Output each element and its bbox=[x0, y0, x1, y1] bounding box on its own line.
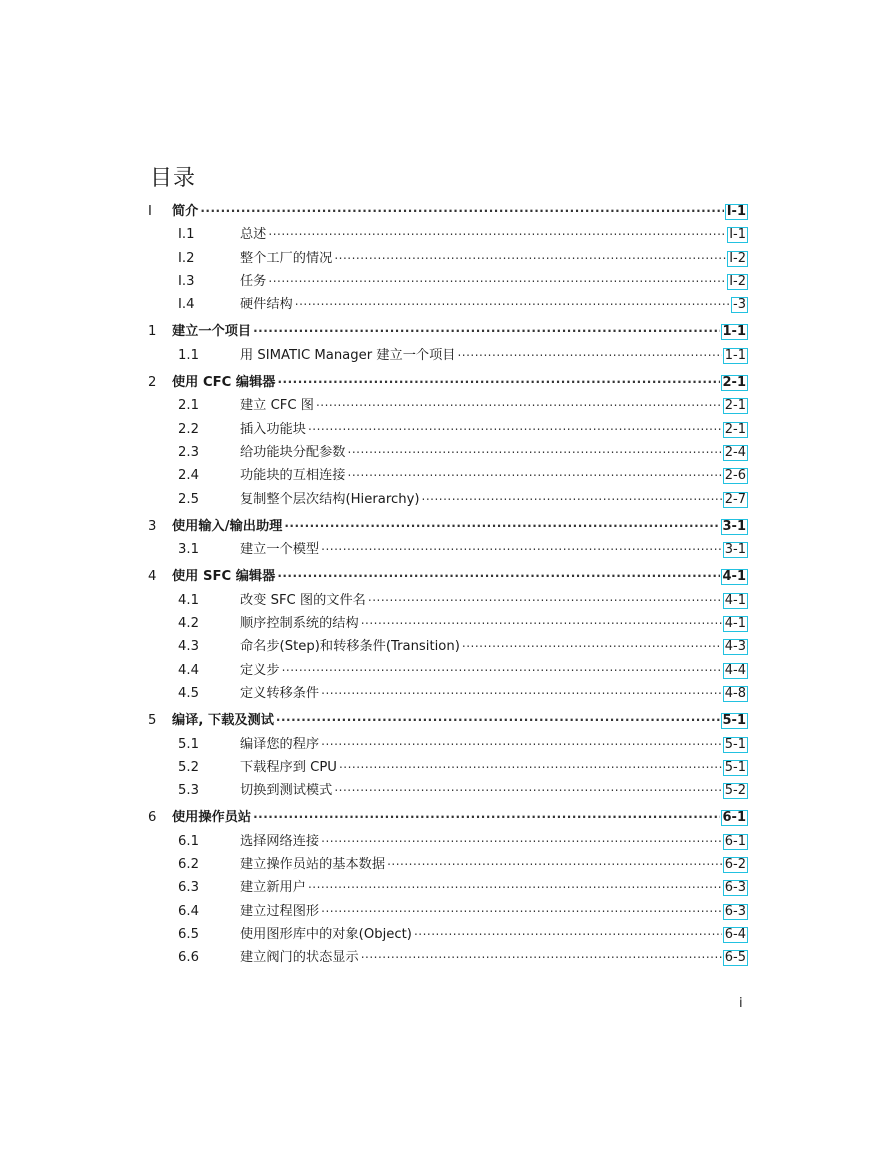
page-link[interactable]: 2-1 bbox=[722, 375, 746, 391]
dot-leader bbox=[277, 372, 719, 386]
dot-leader bbox=[321, 539, 722, 553]
toc-section-entry[interactable] bbox=[148, 830, 748, 853]
dot-leader bbox=[308, 877, 722, 891]
toc-entry-title[interactable]: 下载程序到 CPU bbox=[240, 759, 337, 775]
toc-entry-number: 6.6 bbox=[178, 950, 199, 966]
toc-chapter bbox=[148, 565, 748, 705]
page-link[interactable]: 5-1 bbox=[722, 713, 746, 729]
dot-leader bbox=[277, 566, 719, 580]
page-link[interactable]: 3-1 bbox=[724, 542, 746, 558]
dot-leader bbox=[348, 442, 722, 456]
toc-entry-number: 6.2 bbox=[178, 857, 199, 873]
dot-leader bbox=[334, 248, 726, 262]
page-link[interactable]: 5-1 bbox=[724, 736, 746, 752]
toc-entry-number: 4 bbox=[148, 569, 157, 585]
toc-entry-title[interactable]: 建立过程图形 bbox=[240, 903, 320, 919]
page-link[interactable]: 6-5 bbox=[724, 950, 746, 966]
toc-entry-number: 1.1 bbox=[178, 347, 199, 363]
dot-leader bbox=[339, 757, 722, 771]
dot-leader bbox=[253, 321, 719, 335]
page-number: i bbox=[739, 996, 743, 1011]
toc-entry-title[interactable]: 定义步 bbox=[240, 662, 280, 678]
toc-section-entry[interactable] bbox=[148, 923, 748, 946]
toc-entry-number: 2.5 bbox=[178, 491, 199, 507]
toc-entry-number: 3 bbox=[148, 518, 157, 534]
dot-leader bbox=[368, 590, 722, 604]
page-link[interactable]: 2-6 bbox=[724, 468, 746, 484]
toc-section-entry[interactable] bbox=[148, 876, 748, 899]
dot-leader bbox=[348, 465, 722, 479]
toc-entry-title[interactable]: 硬件结构 bbox=[240, 297, 293, 313]
toc-chapter bbox=[148, 709, 748, 802]
dot-leader bbox=[462, 636, 722, 650]
toc-entry-title[interactable]: 建立新用户 bbox=[240, 880, 306, 896]
toc-entry-title[interactable]: 建立 CFC 图 bbox=[240, 398, 314, 414]
toc-section-entry[interactable] bbox=[148, 293, 748, 316]
toc-entry-number: 2.4 bbox=[178, 468, 199, 484]
page-link[interactable]: 6-3 bbox=[724, 903, 746, 919]
toc-entry-title[interactable]: 功能块的互相连接 bbox=[240, 468, 346, 484]
toc-entry-title[interactable]: 使用输入/输出助理 bbox=[172, 518, 283, 534]
table-of-contents bbox=[148, 200, 748, 970]
toc-entry-title[interactable]: 使用 CFC 编辑器 bbox=[172, 375, 276, 391]
page-link[interactable]: 4-1 bbox=[724, 592, 746, 608]
toc-chapter bbox=[148, 200, 748, 316]
toc-entry-title[interactable]: 使用操作员站 bbox=[172, 810, 252, 826]
page-link[interactable]: 4-1 bbox=[722, 569, 746, 585]
toc-entry-title[interactable]: 切换到测试模式 bbox=[240, 783, 333, 799]
toc-entry-number: 5.2 bbox=[178, 759, 199, 775]
toc-entry-number: 1 bbox=[148, 324, 157, 340]
toc-chapter-entry[interactable] bbox=[148, 709, 748, 732]
toc-entry-number: 2.1 bbox=[178, 398, 199, 414]
page-link[interactable]: 4-8 bbox=[724, 685, 746, 701]
dot-leader bbox=[457, 345, 721, 359]
toc-entry-number: 5.1 bbox=[178, 736, 199, 752]
toc-entry-number: 3.1 bbox=[178, 542, 199, 558]
toc-entry-title[interactable]: 复制整个层次结构(Hierarchy) bbox=[240, 491, 420, 507]
dot-leader bbox=[414, 924, 722, 938]
toc-section-entry[interactable] bbox=[148, 779, 748, 802]
toc-entry-title[interactable]: 建立阀门的状态显示 bbox=[240, 950, 359, 966]
toc-entry-number: 4.2 bbox=[178, 616, 199, 632]
dot-leader bbox=[316, 395, 722, 409]
toc-chapter bbox=[148, 371, 748, 511]
toc-entry-number: 2.2 bbox=[178, 421, 199, 437]
toc-entry-title[interactable]: 编译您的程序 bbox=[240, 736, 320, 752]
toc-section-entry[interactable] bbox=[148, 247, 748, 270]
toc-entry-number: 6.3 bbox=[178, 880, 199, 896]
toc-section-entry[interactable] bbox=[148, 418, 748, 441]
page-link[interactable]: 5-1 bbox=[724, 759, 746, 775]
page-link[interactable]: 4-3 bbox=[724, 639, 746, 655]
dot-leader bbox=[268, 271, 726, 285]
toc-entry-title[interactable]: 命名步(Step)和转移条件(Transition) bbox=[240, 639, 460, 655]
toc-entry-number: I.3 bbox=[178, 273, 195, 289]
page-link[interactable]: 6-4 bbox=[724, 926, 746, 942]
toc-chapter bbox=[148, 320, 748, 367]
dot-leader bbox=[284, 516, 719, 530]
toc-chapter bbox=[148, 806, 748, 969]
toc-entry-title[interactable]: 插入功能块 bbox=[240, 421, 306, 437]
toc-entry-title[interactable]: 使用图形库中的对象(Object) bbox=[240, 926, 412, 942]
toc-entry-number: I bbox=[148, 204, 152, 219]
page-link[interactable]: 2-4 bbox=[724, 444, 746, 460]
toc-section-entry[interactable] bbox=[148, 612, 748, 635]
dot-leader bbox=[321, 901, 722, 915]
toc-entry-title[interactable]: 建立一个项目 bbox=[172, 324, 252, 340]
toc-entry-number: I.2 bbox=[178, 250, 195, 266]
toc-section-entry[interactable] bbox=[148, 635, 748, 658]
toc-section-entry[interactable] bbox=[148, 756, 748, 779]
toc-entry-title[interactable]: 建立一个模型 bbox=[240, 542, 320, 558]
toc-entry-number: 2 bbox=[148, 375, 157, 391]
toc-chapter-entry[interactable] bbox=[148, 565, 748, 588]
toc-section-entry[interactable] bbox=[148, 589, 748, 612]
page-link[interactable]: 6-3 bbox=[724, 880, 746, 896]
dot-leader bbox=[321, 683, 722, 697]
dot-leader bbox=[295, 294, 730, 308]
toc-entry-number: 6.5 bbox=[178, 926, 199, 942]
toc-entry-number: 5 bbox=[148, 713, 157, 729]
toc-entry-number: I.4 bbox=[178, 297, 195, 313]
toc-entry-title[interactable]: 选择网络连接 bbox=[240, 833, 320, 849]
toc-entry-title[interactable]: 使用 SFC 编辑器 bbox=[172, 569, 276, 585]
dot-leader bbox=[361, 613, 722, 627]
dot-leader bbox=[321, 734, 722, 748]
toc-chapter-entry[interactable] bbox=[148, 371, 748, 394]
toc-entry-number: 4.4 bbox=[178, 662, 199, 678]
toc-entry-title[interactable]: 改变 SFC 图的文件名 bbox=[240, 592, 366, 608]
page-link[interactable]: I-2 bbox=[729, 250, 746, 266]
toc-entry-title[interactable]: 任务 bbox=[240, 273, 267, 289]
toc-entry-title[interactable]: 整个工厂的情况 bbox=[240, 250, 333, 266]
toc-section-entry[interactable] bbox=[148, 464, 748, 487]
page-link[interactable]: I-2 bbox=[729, 273, 746, 289]
page-link[interactable]: I-1 bbox=[726, 204, 746, 219]
toc-section-entry[interactable] bbox=[148, 659, 748, 682]
toc-entry-title[interactable]: 编译, 下载及测试 bbox=[172, 713, 274, 729]
toc-section-entry[interactable] bbox=[148, 853, 748, 876]
dot-leader bbox=[268, 224, 726, 238]
page-link[interactable]: 4-4 bbox=[724, 662, 746, 678]
page-title: 目录 bbox=[150, 165, 197, 191]
page-link[interactable]: I-1 bbox=[729, 227, 746, 243]
toc-entry-number: 4.5 bbox=[178, 685, 199, 701]
dot-leader bbox=[422, 489, 722, 503]
toc-chapter-entry[interactable] bbox=[148, 515, 748, 538]
dot-leader bbox=[387, 854, 722, 868]
toc-section-entry[interactable] bbox=[148, 538, 748, 561]
page-link[interactable]: 2-7 bbox=[724, 491, 746, 507]
toc-section-entry[interactable] bbox=[148, 441, 748, 464]
toc-entry-number: 2.3 bbox=[178, 444, 199, 460]
toc-entry-number: 6 bbox=[148, 810, 157, 826]
toc-section-entry[interactable] bbox=[148, 223, 748, 246]
toc-section-entry[interactable] bbox=[148, 682, 748, 705]
dot-leader bbox=[321, 831, 722, 845]
page-link[interactable]: 6-2 bbox=[724, 857, 746, 873]
toc-chapter-entry[interactable] bbox=[148, 806, 748, 829]
toc-entry-title[interactable]: 定义转移条件 bbox=[240, 685, 320, 701]
page-link[interactable]: 6-1 bbox=[724, 833, 746, 849]
toc-section-entry[interactable] bbox=[148, 270, 748, 293]
toc-entry-number: I.1 bbox=[178, 227, 195, 243]
toc-entry-title[interactable]: 顺序控制系统的结构 bbox=[240, 616, 359, 632]
page-link[interactable]: 6-1 bbox=[722, 810, 746, 826]
toc-section-entry[interactable] bbox=[148, 488, 748, 511]
dot-leader bbox=[253, 807, 719, 821]
toc-entry-number: 4.3 bbox=[178, 639, 199, 655]
toc-section-entry[interactable] bbox=[148, 900, 748, 923]
toc-section-entry[interactable] bbox=[148, 394, 748, 417]
page-link[interactable]: 4-1 bbox=[724, 616, 746, 632]
dot-leader bbox=[334, 780, 721, 794]
page-link[interactable]: 5-2 bbox=[724, 783, 746, 799]
page-link[interactable]: 2-1 bbox=[724, 398, 746, 414]
toc-chapter-entry[interactable] bbox=[148, 200, 748, 223]
toc-entry-number: 5.3 bbox=[178, 783, 199, 799]
dot-leader bbox=[276, 710, 720, 724]
page-link[interactable]: 2-1 bbox=[724, 421, 746, 437]
dot-leader bbox=[308, 419, 722, 433]
page-link[interactable]: 3-1 bbox=[722, 518, 746, 534]
toc-entry-title[interactable]: 建立操作员站的基本数据 bbox=[240, 857, 386, 873]
toc-entry-title[interactable]: 给功能块分配参数 bbox=[240, 444, 346, 460]
toc-chapter-entry[interactable] bbox=[148, 320, 748, 343]
dot-leader bbox=[361, 947, 722, 961]
dot-leader bbox=[200, 201, 723, 215]
toc-section-entry[interactable] bbox=[148, 733, 748, 756]
toc-entry-number: 6.1 bbox=[178, 833, 199, 849]
toc-section-entry[interactable] bbox=[148, 344, 748, 367]
toc-entry-title[interactable]: 用 SIMATIC Manager 建立一个项目 bbox=[240, 347, 456, 363]
toc-entry-title[interactable]: 简介 bbox=[172, 204, 199, 219]
dot-leader bbox=[282, 660, 722, 674]
toc-entry-number: 4.1 bbox=[178, 592, 199, 608]
page-link[interactable]: -3 bbox=[733, 297, 746, 313]
toc-entry-title[interactable]: 总述 bbox=[240, 227, 267, 243]
toc-section-entry[interactable] bbox=[148, 946, 748, 969]
toc-entry-number: 6.4 bbox=[178, 903, 199, 919]
page-link[interactable]: 1-1 bbox=[722, 324, 746, 340]
page-link[interactable]: 1-1 bbox=[724, 347, 746, 363]
toc-chapter bbox=[148, 515, 748, 562]
